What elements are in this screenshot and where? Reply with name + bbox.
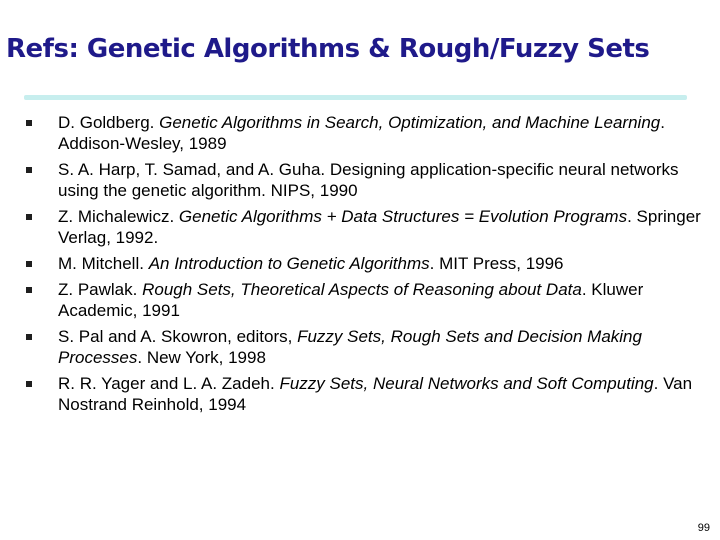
list-item: [0, 112, 720, 154]
square-bullet-icon: [26, 261, 32, 267]
list-item: [0, 206, 720, 248]
reference-text: [58, 254, 564, 273]
reference-text: [58, 113, 665, 153]
reference-authors: R. R. Yager and L. A. Zadeh.: [58, 374, 280, 393]
reference-publisher: . Springer Verlag, 1992.: [58, 207, 701, 247]
list-item: [0, 159, 720, 201]
reference-authors: Z. Michalewicz.: [58, 207, 179, 226]
reference-list: [0, 112, 720, 420]
reference-authors: Z. Pawlak.: [58, 280, 143, 299]
square-bullet-icon: [26, 120, 32, 126]
reference-authors: S. Pal and A. Skowron, editors,: [58, 327, 298, 346]
reference-title: Genetic Algorithms in Search, Optimization, and Machine Learning: [159, 113, 661, 132]
reference-text: [58, 280, 643, 320]
reference-text: [58, 327, 642, 367]
reference-authors: D. Goldberg.: [58, 113, 160, 132]
reference-title: Rough Sets, Theoretical Aspects of Reasoning about Data: [142, 280, 582, 299]
reference-title: An Introduction to Genetic Algorithms: [148, 254, 430, 273]
square-bullet-icon: [26, 287, 32, 293]
reference-title: Genetic Algorithms + Data Structures = Evolution Programs: [178, 207, 628, 226]
reference-publisher: . Van Nostrand Reinhold, 1994: [58, 374, 693, 414]
square-bullet-icon: [26, 381, 32, 387]
reference-authors: S. A. Harp, T. Samad, and A. Guha. Designing application-specific neural networks using the genetic algorithm. NIPS, 1990: [58, 160, 679, 200]
list-item: [0, 373, 720, 415]
reference-text: [58, 207, 701, 247]
reference-publisher: . Kluwer Academic, 1991: [58, 280, 644, 320]
reference-publisher: . Addison-Wesley, 1989: [58, 113, 665, 153]
square-bullet-icon: [26, 167, 32, 173]
reference-title: Fuzzy Sets, Neural Networks and Soft Computing: [279, 374, 654, 393]
reference-publisher: . New York, 1998: [137, 348, 266, 367]
square-bullet-icon: [26, 214, 32, 220]
list-item: [0, 326, 720, 368]
list-item: [0, 253, 720, 274]
title-divider: [24, 95, 687, 100]
square-bullet-icon: [26, 334, 32, 340]
reference-title: Fuzzy Sets, Rough Sets and Decision Making Processes: [58, 327, 642, 367]
page-title: Refs: Genetic Algorithms & Rough/Fuzzy Sets: [6, 34, 650, 64]
reference-publisher: . MIT Press, 1996: [429, 254, 564, 273]
reference-text: [58, 374, 692, 414]
reference-authors: M. Mitchell.: [58, 254, 149, 273]
reference-text: [58, 160, 679, 200]
page-number: 99: [697, 522, 710, 534]
list-item: [0, 279, 720, 321]
